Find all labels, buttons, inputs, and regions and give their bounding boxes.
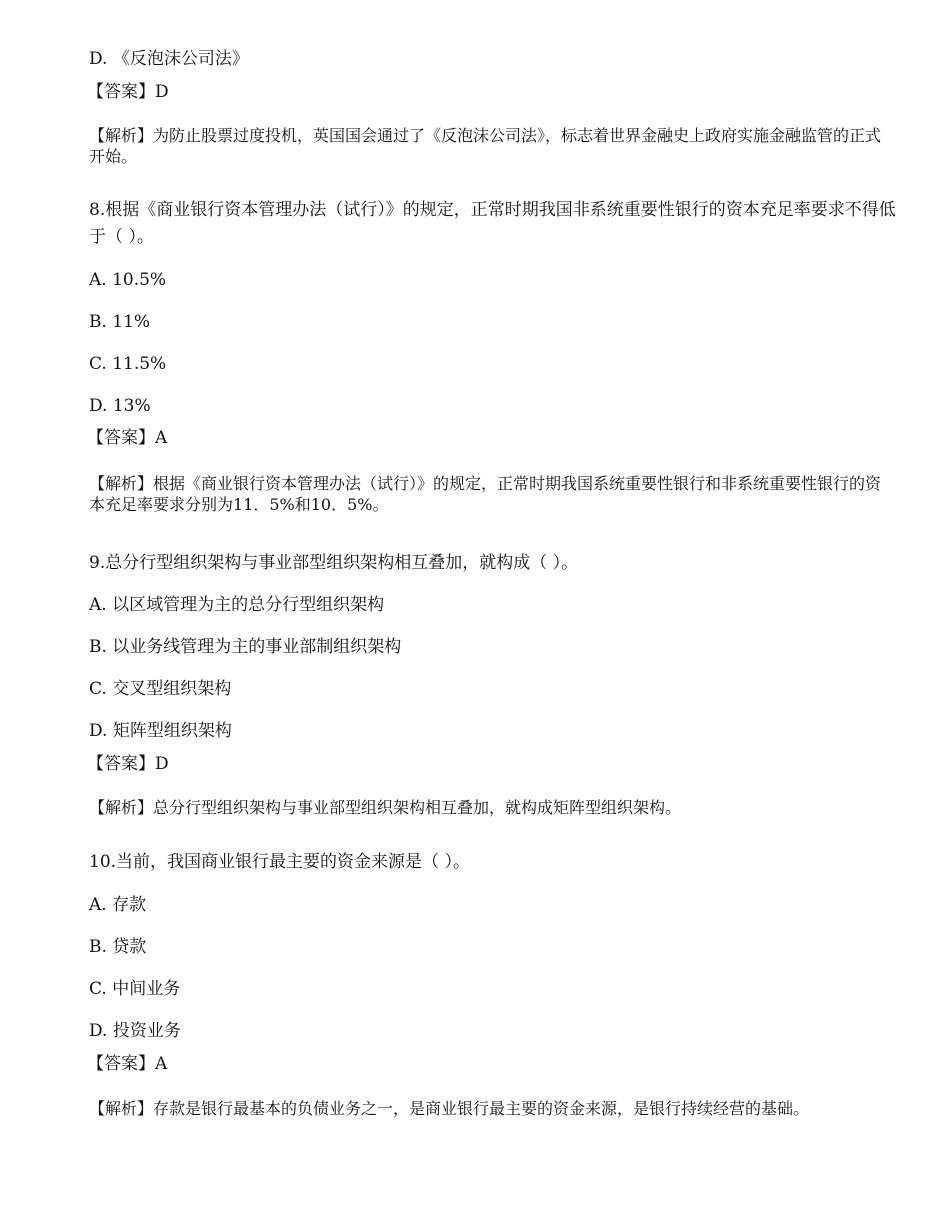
q8-option-b: B. 11% [89,312,151,332]
q7-option-d: D. 《反泡沫公司法》 [89,49,249,69]
q8-explanation: 【解析】根据《商业银行资本管理办法（试行）》的规定，正常时期我国系统重要性银行和非系统重要性银行的资本充足率要求分别为11．5%和10．5%。 [89,474,882,514]
q8-option-c: C. 11.5% [89,354,167,374]
q7-answer: 【答案】D [87,82,169,102]
q9-option-d: D. 矩阵型组织架构 [89,721,232,741]
q9-answer: 【答案】D [87,754,169,774]
q10-explanation: 【解析】存款是银行最基本的负债业务之一，是商业银行最主要的资金来源，是银行持续经营的基础。 [89,1099,810,1118]
q8-option-a: A. 10.5% [89,270,167,290]
q10-option-a: A. 存款 [89,895,147,915]
q10-option-c: C. 中间业务 [89,979,181,999]
q8-answer: 【答案】A [87,428,168,448]
q10-question: 10.当前，我国商业银行最主要的资金来源是（ ）。 [89,852,470,872]
q9-option-c: C. 交叉型组织架构 [89,679,232,699]
q10-option-d: D. 投资业务 [89,1021,181,1041]
q9-option-b: B. 以业务线管理为主的事业部制组织架构 [89,637,402,657]
q9-explanation: 【解析】总分行型组织架构与事业部型组织架构相互叠加，就构成矩阵型组织架构。 [89,798,682,817]
q8-option-d: D. 13% [89,396,151,416]
q7-explanation: 【解析】为防止股票过度投机，英国国会通过了《反泡沫公司法》，标志着世界金融史上政府实施金融监管的正式开始。 [89,126,882,166]
q10-answer: 【答案】A [87,1054,168,1074]
q8-question: 8.根据《商业银行资本管理办法（试行）》的规定，正常时期我国非系统重要性银行的资本充足率要求不得低于（ ）。 [89,200,896,247]
q9-option-a: A. 以区域管理为主的总分行型组织架构 [89,595,385,615]
q9-question: 9.总分行型组织架构与事业部型组织架构相互叠加，就构成（ ）。 [89,553,579,573]
q10-option-b: B. 贷款 [89,937,147,957]
